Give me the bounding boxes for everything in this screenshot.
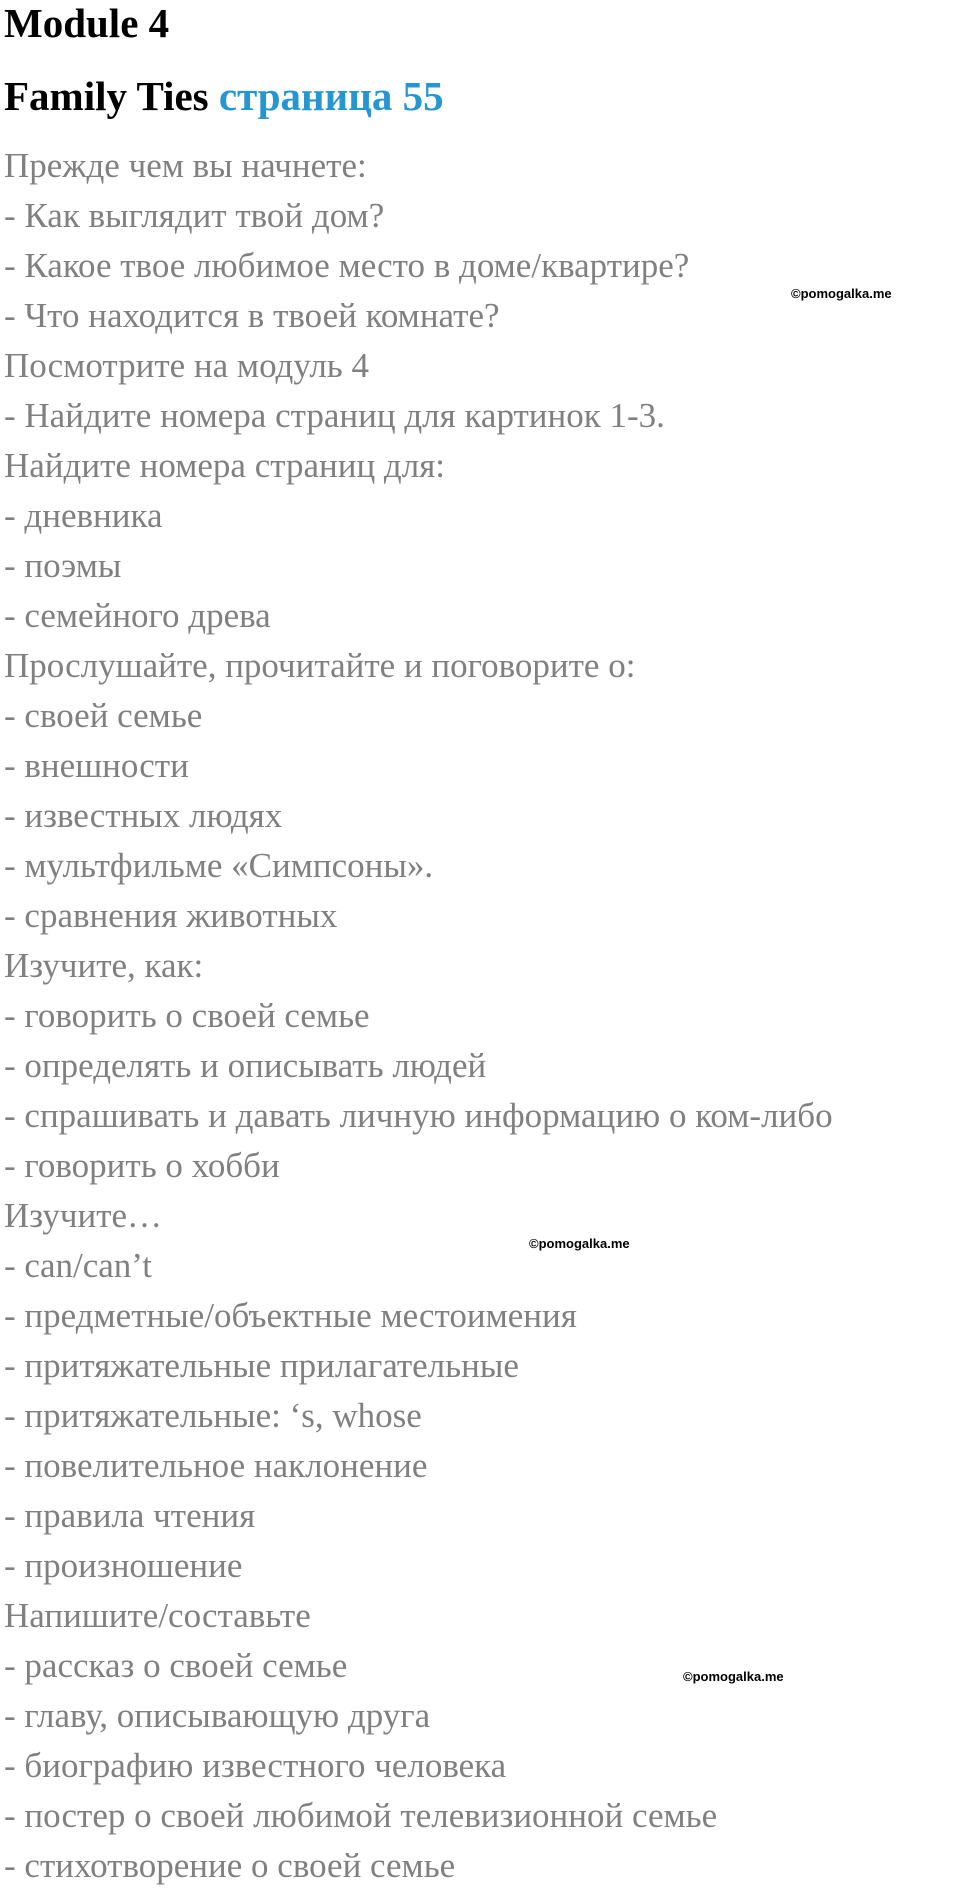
content-line: - правила чтения xyxy=(4,1496,256,1535)
page-subtitle xyxy=(4,68,444,124)
content-line: - поэмы xyxy=(4,546,122,585)
content-line: - повелительное наклонение xyxy=(4,1446,428,1485)
content-line: Изучите, как: xyxy=(4,946,204,985)
module-title: Module 4 xyxy=(4,0,170,46)
content-line: - can/can’t xyxy=(4,1246,153,1285)
content-line: - мультфильме «Симпсоны». xyxy=(4,846,434,885)
content-line: - стихотворение о своей семье xyxy=(4,1846,456,1885)
content-line: - дневника xyxy=(4,496,163,535)
content-line: - спрашивать и давать личную информацию о ком-либо xyxy=(4,1096,833,1135)
content-line: - Как выглядит твой дом? xyxy=(4,196,385,235)
content-line: - биографию известного человека xyxy=(4,1746,507,1785)
content-line: Прежде чем вы начнете: xyxy=(4,146,367,185)
watermark: ©pomogalka.me xyxy=(683,1669,784,1684)
content-line: - Что находится в твоей комнате? xyxy=(4,296,500,335)
content-line: - Найдите номера страниц для картинок 1-3. xyxy=(4,396,665,435)
content-list xyxy=(4,141,833,1891)
content-line: - семейного древа xyxy=(4,596,271,635)
content-line: - главу, описывающую друга xyxy=(4,1696,431,1735)
content-line: Посмотрите на модуль 4 xyxy=(4,346,370,385)
content-line: Найдите номера страниц для: xyxy=(4,446,446,485)
content-line: - сравнения животных xyxy=(4,896,338,935)
content-line: - говорить о хобби xyxy=(4,1146,280,1185)
content-line: - притяжательные: ‘s, whose xyxy=(4,1396,422,1435)
content-line: - Какое твое любимое место в доме/квартире? xyxy=(4,246,690,285)
subtitle-text: Family Ties xyxy=(4,73,209,119)
content-line: - говорить о своей семье xyxy=(4,996,370,1035)
content-line: - притяжательные прилагательные xyxy=(4,1346,519,1385)
page-reference: страница 55 xyxy=(218,73,444,119)
content-line: Изучите… xyxy=(4,1196,163,1235)
content-line: - внешности xyxy=(4,746,189,785)
content-line: Напишите/составьте xyxy=(4,1596,311,1635)
content-line: - рассказ о своей семье xyxy=(4,1646,348,1685)
content-line: - своей семье xyxy=(4,696,203,735)
content-line: - известных людях xyxy=(4,796,283,835)
watermark: ©pomogalka.me xyxy=(791,286,892,301)
content-line: - произношение xyxy=(4,1546,243,1585)
content-line: - определять и описывать людей xyxy=(4,1046,487,1085)
content-line: - постер о своей любимой телевизионной семье xyxy=(4,1796,718,1835)
watermark: ©pomogalka.me xyxy=(529,1236,630,1251)
content-line: Прослушайте, прочитайте и поговорите о: xyxy=(4,646,636,685)
content-line: - предметные/объектные местоимения xyxy=(4,1296,577,1335)
